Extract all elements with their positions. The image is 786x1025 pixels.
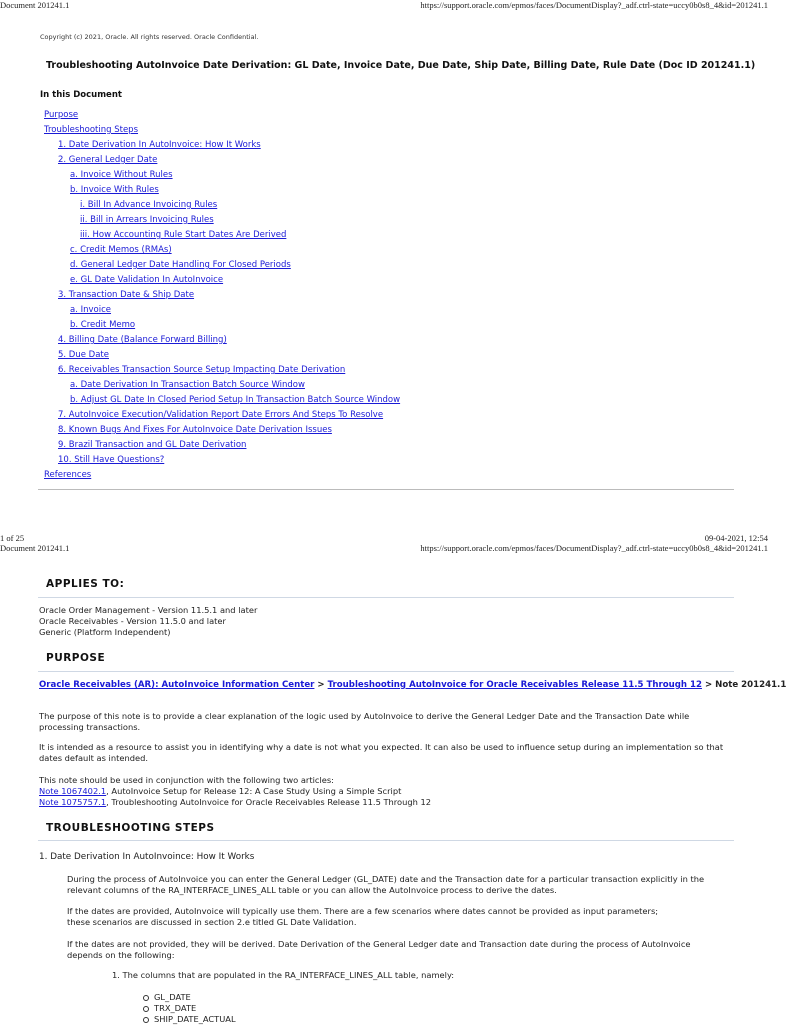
note-ref-text: , Troubleshooting AutoInvoice for Oracle Receivables Release 11.5 Through 12 <box>106 797 432 807</box>
copyright: Copyright (c) 2021, Oracle. All rights reserved. Oracle Confidential. <box>40 33 259 41</box>
toc-link[interactable]: 8. Known Bugs And Fixes For AutoInvoice Date Derivation Issues <box>58 425 332 435</box>
applies-to-heading: APPLIES TO: <box>46 578 125 590</box>
section-subheading: 1. Date Derivation In AutoInvoince: How It Works <box>39 852 255 862</box>
page-count: 1 of 25 <box>0 533 25 543</box>
toc-link[interactable]: 1. Date Derivation In AutoInvoice: How It Works <box>58 140 261 150</box>
toc-link[interactable]: a. Date Derivation In Transaction Batch Source Window <box>70 380 305 390</box>
breadcrumb-separator: > <box>314 680 328 690</box>
purpose-heading: PURPOSE <box>46 652 106 664</box>
toc-link[interactable]: 10. Still Have Questions? <box>58 455 165 465</box>
toc-link[interactable]: b. Invoice With Rules <box>70 185 159 195</box>
toc-link[interactable]: 7. AutoInvoice Execution/Validation Report Date Errors And Steps To Resolve <box>58 410 384 420</box>
in-this-document-heading: In this Document <box>40 90 122 100</box>
purpose-paragraph-1: The purpose of this note is to provide a clear explanation of the logic used by AutoInvoice to derive the General Ledger Date and the Transaction Date while processing transactions. <box>39 711 690 732</box>
divider <box>38 597 734 598</box>
toc-link[interactable]: i. Bill In Advance Invoicing Rules <box>80 200 218 210</box>
breadcrumb-link-troubleshooting[interactable]: Troubleshooting AutoInvoice for Oracle Receivables Release 11.5 Through 12 <box>327 680 702 690</box>
column-name: GL_DATE <box>154 992 191 1002</box>
list-item <box>143 1014 236 1025</box>
purpose-paragraph-3: This note should be used in conjunction with the following two articles: <box>39 775 334 785</box>
page2-header <box>0 543 768 555</box>
breadcrumb-link-info-center[interactable]: Oracle Receivables (AR): AutoInvoice Information Center <box>39 680 315 690</box>
troubleshooting-paragraph-3: If the dates are not provided, they will be derived. Date Derivation of the General Ledger date and Transaction date during the process of AutoInvoice depends on the following: <box>67 939 691 960</box>
toc-link[interactable]: 2. General Ledger Date <box>58 155 158 165</box>
divider <box>38 489 734 490</box>
page2-header-url: https://support.oracle.com/epmos/faces/DocumentDisplay?_adf.ctrl-state=uccy0b0s8_4&id=201241.1 <box>420 543 768 553</box>
troubleshooting-heading: TROUBLESHOOTING STEPS <box>46 822 215 834</box>
note-ref-text: , AutoInvoice Setup for Release 12: A Case Study Using a Simple Script <box>106 786 402 796</box>
breadcrumb-separator: > <box>701 680 716 690</box>
toc-link[interactable]: 3. Transaction Date & Ship Date <box>58 290 195 300</box>
applies-to-list <box>39 605 257 638</box>
bullet-icon <box>143 1006 149 1012</box>
list-item <box>143 992 236 1003</box>
column-name: TRX_DATE <box>154 1003 197 1013</box>
breadcrumb <box>39 680 786 690</box>
bullet-icon <box>143 1017 149 1023</box>
toc-link[interactable]: 5. Due Date <box>58 350 109 360</box>
numbered-item: 1. The columns that are populated in the RA_INTERFACE_LINES_ALL table, namely: <box>112 970 455 980</box>
applies-item: Oracle Order Management - Version 11.5.1 and later <box>39 605 258 615</box>
toc-link[interactable]: 6. Receivables Transaction Source Setup Impacting Date Derivation <box>58 365 346 375</box>
list-item <box>143 1003 236 1014</box>
note-link-1075757[interactable]: Note 1075757.1 <box>39 797 107 807</box>
document-title: Troubleshooting AutoInvoice Date Derivation: GL Date, Invoice Date, Due Date, Ship Date, Billing Date, Rule Date (Doc ID 201241.1) <box>46 60 756 71</box>
page1-header <box>0 0 768 12</box>
page1-header-left: Document 201241.1 <box>0 0 70 10</box>
column-name: SHIP_DATE_ACTUAL <box>154 1014 236 1024</box>
breadcrumb-current: Note 201241.1 <box>715 680 786 690</box>
applies-item: Oracle Receivables - Version 11.5.0 and later <box>39 616 226 626</box>
toc-link[interactable]: b. Credit Memo <box>70 320 136 330</box>
note-ref-1 <box>39 786 401 797</box>
toc-link[interactable]: ii. Bill in Arrears Invoicing Rules <box>80 215 214 225</box>
toc-link[interactable]: 4. Billing Date (Balance Forward Billing) <box>58 335 227 345</box>
applies-item: Generic (Platform Independent) <box>39 627 171 637</box>
toc-link[interactable]: Troubleshooting Steps <box>44 125 139 135</box>
note-ref-2 <box>39 797 431 808</box>
purpose-paragraph-2: It is intended as a resource to assist you in identifying why a date is not what you expected. It can also be used to influence setup during an implementation so that dates default as intended. <box>39 742 724 763</box>
toc-link[interactable]: c. Credit Memos (RMAs) <box>70 245 172 255</box>
column-list <box>143 992 236 1025</box>
toc-link[interactable]: iii. How Accounting Rule Start Dates Are Derived <box>80 230 287 240</box>
toc-link[interactable]: Purpose <box>44 110 79 120</box>
troubleshooting-paragraph-1: During the process of AutoInvoice you can enter the General Ledger (GL_DATE) date and the Transaction date for a particular transaction explicitly in the relevant columns of the RA_INTERFACE_LINES_ALL table or you can allow the AutoInvoice process to derive the dates. <box>67 874 705 895</box>
toc-link[interactable]: b. Adjust GL Date In Closed Period Setup In Transaction Batch Source Window <box>70 395 401 405</box>
toc-link[interactable]: 9. Brazil Transaction and GL Date Derivation <box>58 440 247 450</box>
toc-link[interactable]: References <box>44 470 92 480</box>
note-link-1067402[interactable]: Note 1067402.1 <box>39 786 107 796</box>
print-timestamp: 09-04-2021, 12:54 <box>704 533 768 543</box>
bullet-icon <box>143 995 149 1001</box>
page1-header-url: https://support.oracle.com/epmos/faces/DocumentDisplay?_adf.ctrl-state=uccy0b0s8_4&id=201241.1 <box>420 0 768 10</box>
toc-link[interactable]: d. General Ledger Date Handling For Closed Periods <box>70 260 291 270</box>
toc-link[interactable]: a. Invoice Without Rules <box>70 170 173 180</box>
divider <box>38 840 734 841</box>
toc-link[interactable]: a. Invoice <box>70 305 112 315</box>
troubleshooting-paragraph-2: If the dates are provided, AutoInvoice will typically use them. There are a few scenarios where dates cannot be provided as input parameters; these scenarios are discussed in section 2.e titled GL Date Validation. <box>67 906 659 927</box>
toc-link[interactable]: e. GL Date Validation In AutoInvoice <box>70 275 224 285</box>
divider <box>38 671 734 672</box>
page2-header-left: Document 201241.1 <box>0 543 70 553</box>
